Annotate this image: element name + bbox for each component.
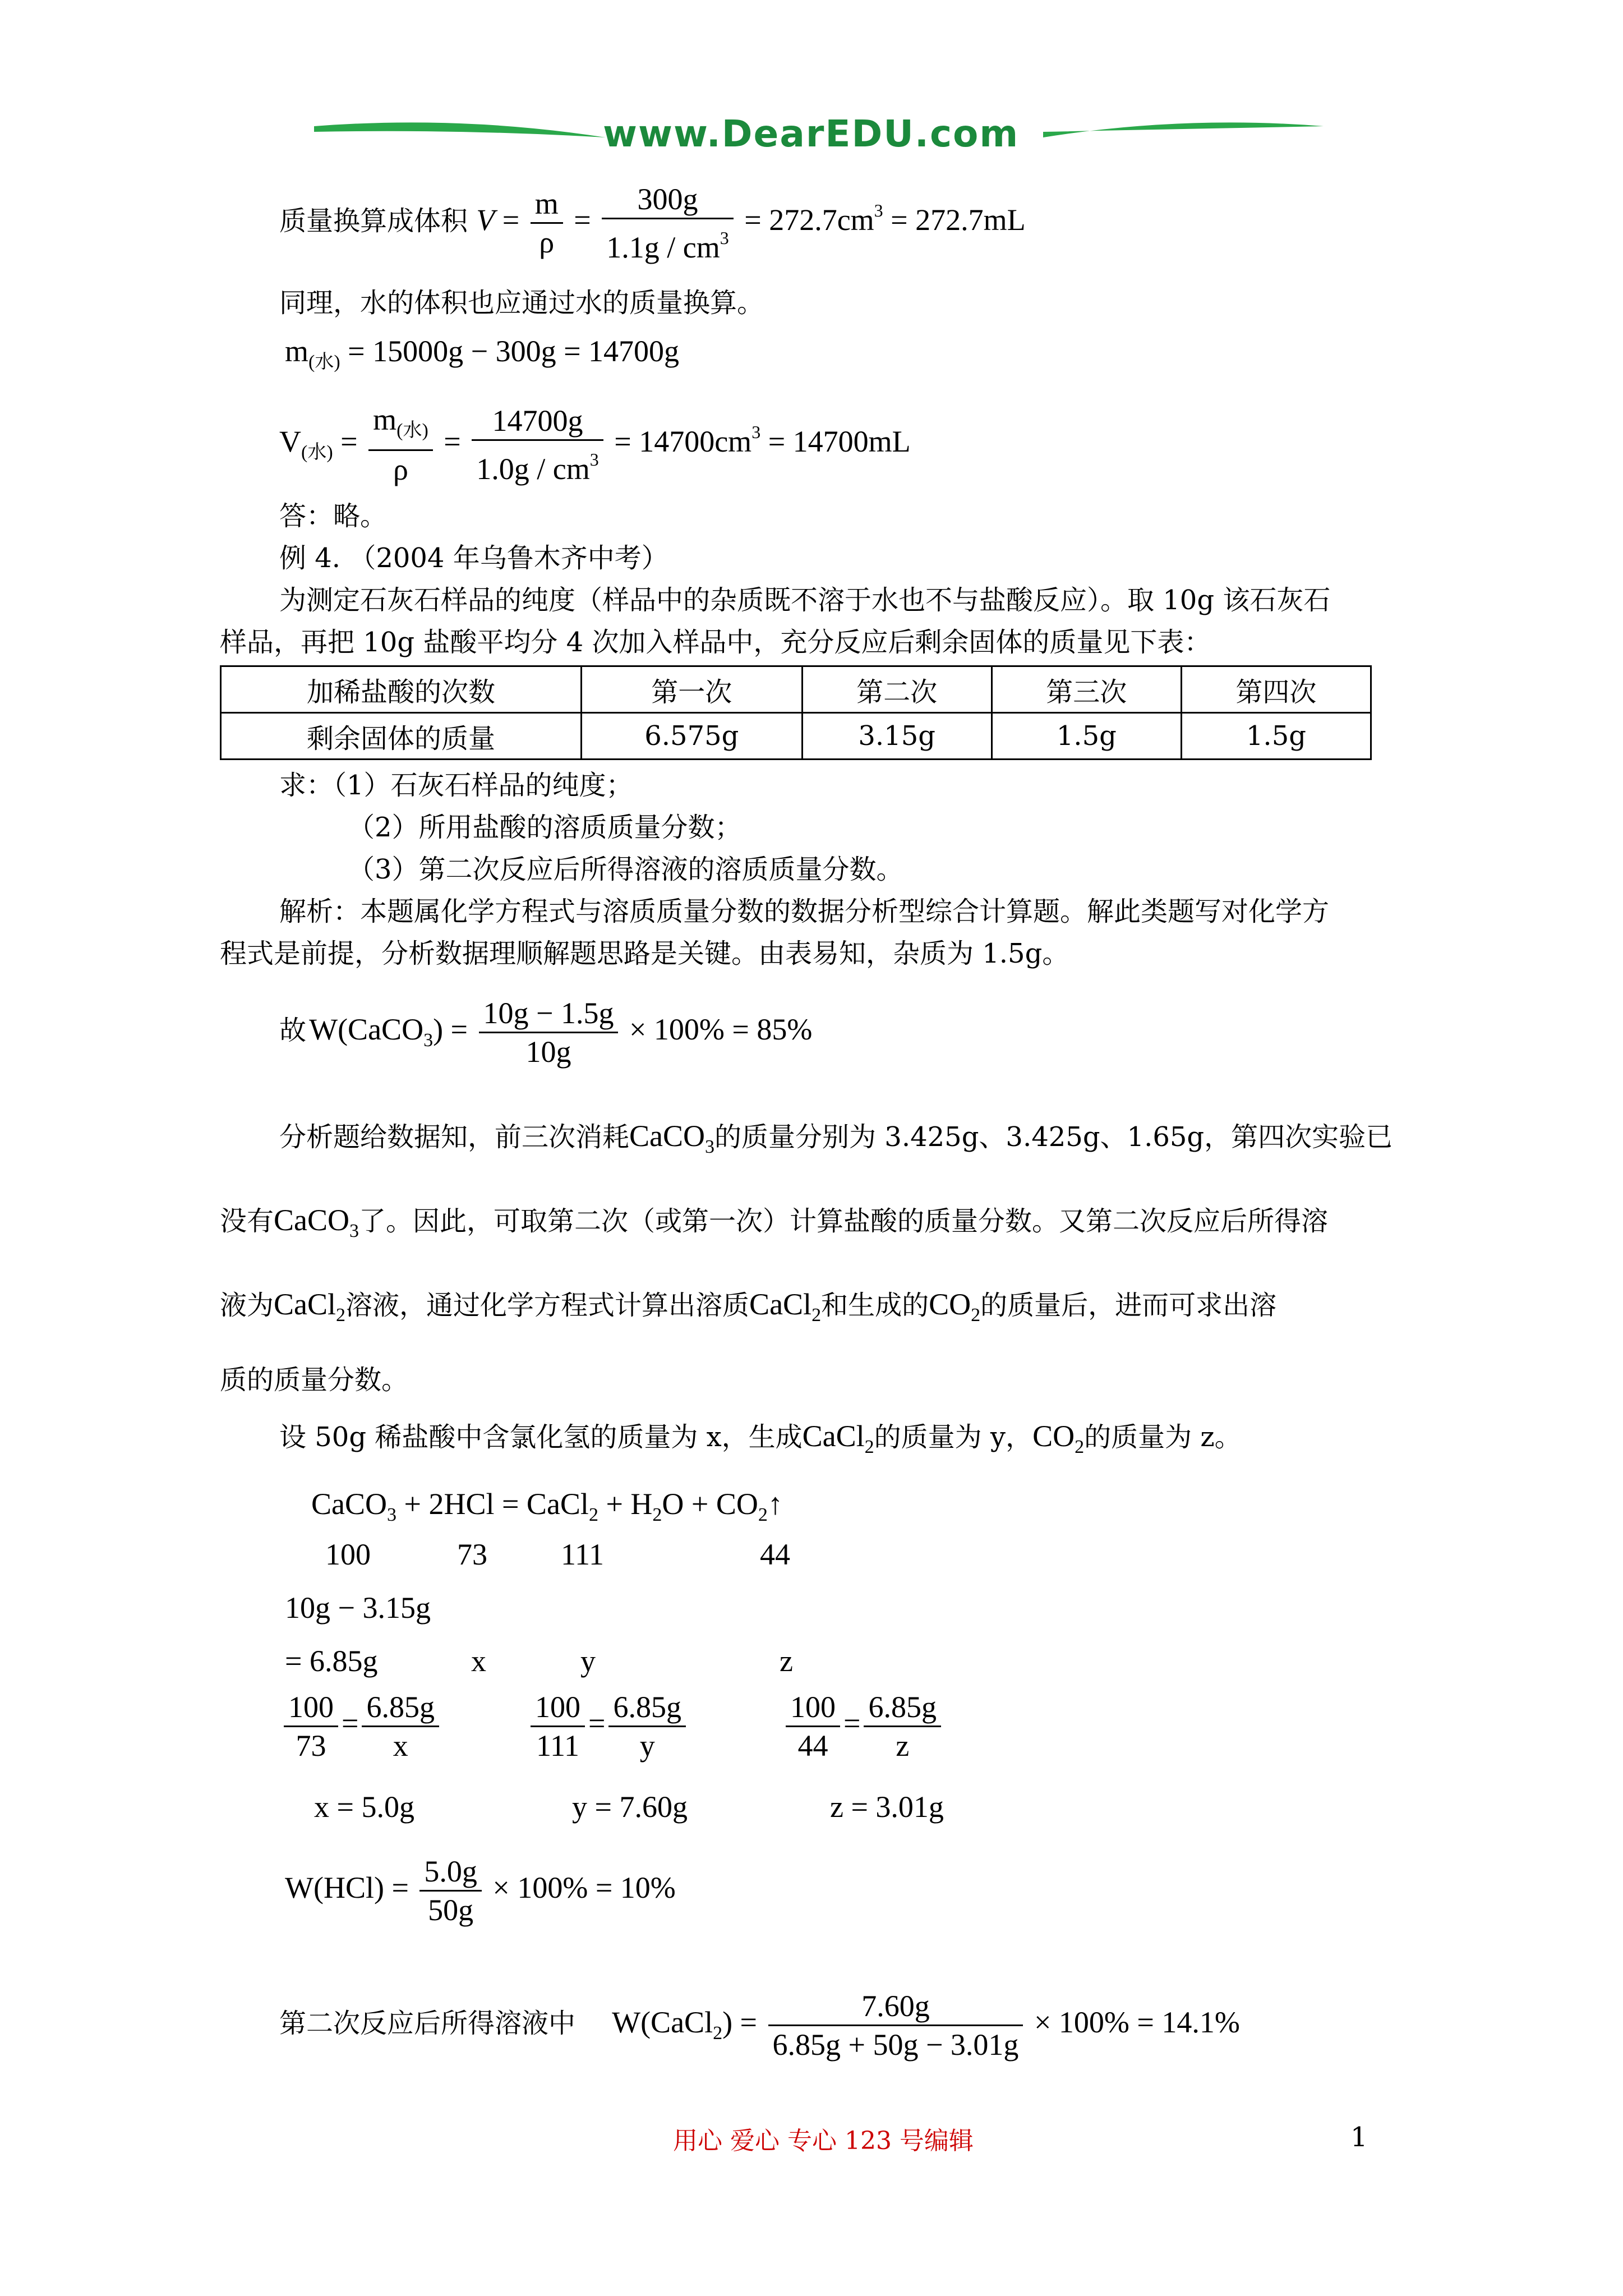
water-note: 同理，水的体积也应通过水的质量换算。: [279, 287, 764, 319]
molar-mass-100: 100: [325, 1538, 371, 1571]
molar-mass-44: 44: [760, 1538, 790, 1571]
water-mass-equation: $m_{(水)} = 15000g - 300g = 14700g$: [285, 334, 680, 372]
volume-v: V: [476, 203, 495, 237]
answer-text: 答：略。: [279, 500, 388, 532]
unknown-y: y: [580, 1644, 596, 1678]
example-title: 例 4. （2004 年乌鲁木齐中考）: [279, 542, 668, 574]
table-cell: 6.575g: [582, 713, 803, 760]
table-row: [221, 666, 1371, 713]
question-1: 求：（1）石灰石样品的纯度；: [279, 770, 633, 801]
table-cell: 加稀盐酸的次数: [221, 666, 582, 713]
para2-line-1: 分析题给数据知，前三次消耗CaCO$_3$的质量分别为 3.425g、3.425g、1.65g，第四次实验已: [279, 1119, 1393, 1157]
mass-reacted-a: 10g − 3.15g: [285, 1591, 431, 1625]
chemical-equation: CaCO$_3$ + 2HCl = CaCl$_2$ + $H_2O$ + $CO_2↑$: [311, 1487, 783, 1525]
unknown-z: z: [780, 1644, 793, 1678]
fraction-purity: $\frac{10g - 1.5g}{10g}$: [479, 995, 619, 1070]
table-cell: 1.5g: [992, 713, 1181, 760]
para2-line-3: 液为CaCl$_2$溶液，通过化学方程式计算出溶质CaCl$_2$和生成的$CO_2$的质量后，进而可求出溶: [220, 1287, 1277, 1326]
footer-note: 用心 爱心 专心 123 号编辑: [673, 2127, 974, 2155]
question-2: （2）所用盐酸的溶质质量分数；: [348, 812, 742, 843]
table-row: [221, 713, 1371, 760]
unknown-x: x: [471, 1644, 486, 1678]
analysis-line-2: 程式是前提，分析数据理顺解题思路是关键。由表易知，杂质为 1.5g。: [220, 938, 1069, 969]
volume-prefix: 质量换算成体积: [279, 205, 468, 237]
problem-line-1: 为测定石灰石样品的纯度（样品中的杂质既不溶于水也不与盐酸反应）。取 10g 该石灰石: [279, 585, 1331, 616]
question-3: （3）第二次反应后所得溶液的溶质质量分数。: [348, 854, 903, 885]
table-cell: 1.5g: [1181, 713, 1371, 760]
mass-reacted-b: = 6.85g: [285, 1644, 378, 1678]
assumption-line: 设 50g 稀盐酸中含氯化氢的质量为 x，生成CaCl$_2$的质量为 y，$CO_2$的质量为 z。: [279, 1419, 1242, 1457]
final-percentage: 第二次反应后所得溶液中 W(CaCl$_2$) = $\frac{7.60g}{6.85g + 50g - 3.01g}$ × 100% = 14.1%: [279, 1983, 1240, 2073]
solution-z: z = 3.01g: [830, 1790, 944, 1824]
page-number: 1: [1350, 2122, 1368, 2153]
water-volume-equation: $V_{(水)}$ = $\frac{m_{(水)}}{\rho}$ = $\frac{14700g}{1.0g / cm^3}$ = $14700cm^3 = 14700mL$: [279, 393, 911, 492]
residue-table: [220, 665, 1372, 760]
volume-conversion-line: 质量换算成体积 V = $\frac{m}{\rho}$ = $\frac{300g}{1.1g / cm^3}$ = $272.7cm^3 = 272.7mL$: [279, 171, 1026, 266]
table-cell: 第四次: [1181, 666, 1371, 713]
ratio-x: $\frac{100}{73}$ = $\frac{6.85g}{x}$: [280, 1688, 442, 1764]
fraction-14700g: $\frac{14700g}{1.0g / cm^3}$: [472, 402, 603, 487]
problem-line-2: 样品，再把 10g 盐酸平均分 4 次加入样品中，充分反应后剩余固体的质量见下表：: [220, 627, 1211, 658]
table-cell: 第二次: [802, 666, 992, 713]
analysis-line-1: 解析：本题属化学方程式与溶质质量分数的数据分析型综合计算题。解此类题写对化学方: [279, 896, 1330, 927]
table-cell: 剩余固体的质量: [221, 713, 582, 760]
para2-line-2: 没有CaCO$_3$了。因此，可取第二次（或第一次）计算盐酸的质量分数。又第二次反应后所得溶: [220, 1203, 1329, 1241]
header-site-name: www.DearEDU.com: [603, 112, 1020, 155]
table-cell: 第一次: [582, 666, 803, 713]
molar-mass-73: 73: [457, 1538, 487, 1571]
ratio-z: $\frac{100}{44}$ = $\frac{6.85g}{z}$: [782, 1688, 944, 1764]
gas-arrow-icon: ↑: [767, 1487, 783, 1521]
hcl-percentage: W(HCl) = $\frac{5.0g}{50g}$ × 100% = 10%: [285, 1848, 676, 1929]
solution-x: x = 5.0g: [314, 1790, 414, 1824]
fraction-m-water-rho: $\frac{m_{(水)}}{\rho}$: [368, 401, 433, 488]
molar-mass-111: 111: [561, 1538, 604, 1571]
header-swoosh-left: [314, 115, 606, 149]
fraction-m-rho: $\frac{m}{\rho}$: [531, 185, 563, 261]
fraction-300g: $\frac{300g}{1.1g / cm^3}$: [602, 181, 733, 266]
table-cell: 3.15g: [802, 713, 992, 760]
header-swoosh-right: [1043, 115, 1324, 149]
ratio-y: $\frac{100}{111}$ = $\frac{6.85g}{y}$: [527, 1688, 689, 1764]
para2-line-4: 质的质量分数。: [220, 1364, 409, 1396]
solution-y: y = 7.60g: [572, 1790, 688, 1824]
table-cell: 第三次: [992, 666, 1181, 713]
purity-formula: 故 W(CaCO$_3$) = $\frac{10g - 1.5g}{10g}$ × 100% = 85%: [279, 990, 812, 1080]
